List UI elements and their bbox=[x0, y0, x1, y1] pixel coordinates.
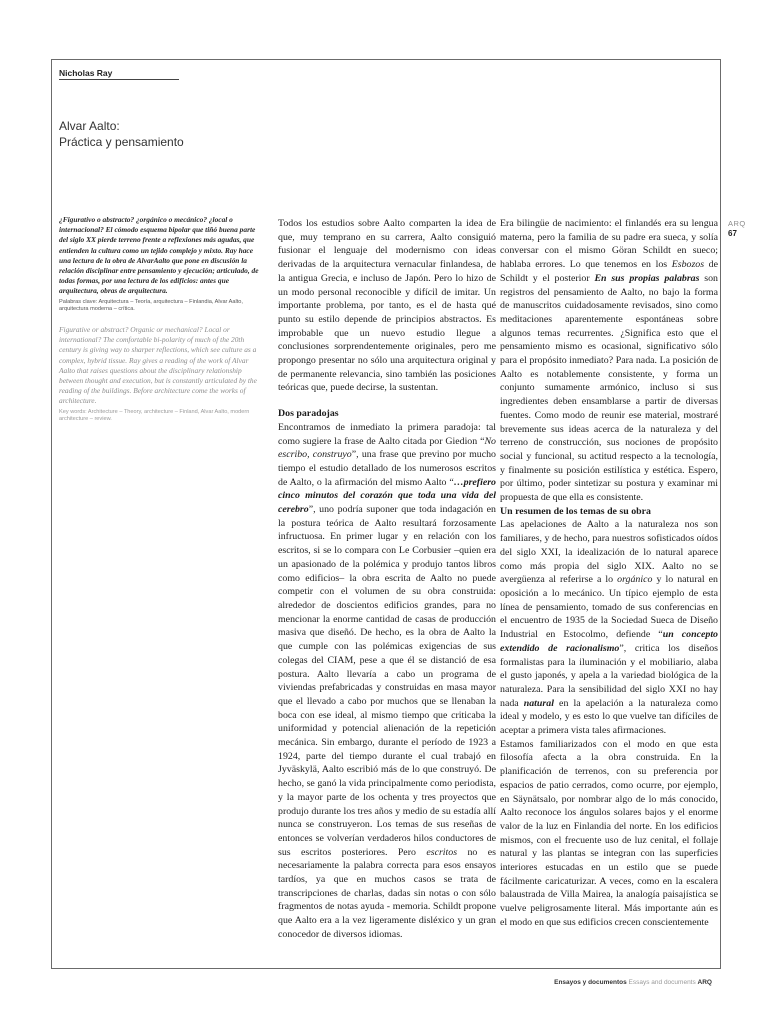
text-run: ”, critica los diseños formalistas para la iluminación y el mobiliario, alaba el gusto japonés, y apela a la variedad biológica de la naturaleza. Para la sensibilidad del siglo XXI no hay nada bbox=[500, 642, 718, 709]
title-line-1: Alvar Aalto: bbox=[59, 119, 120, 133]
paragraph: Todos los estudios sobre Aalto comparten la idea de que, muy temprano en su carrera, Aalto consiguió fusionar el lenguaje del modernismo con ideas derivadas de la arquitectura vernacular finlandesa, de la antigua Grecia, e incluso de Japón. Pero lo hizo de un modo personal reconocible y difícil de imitar. Un importante problema, por tanto, es el de hasta qué punto su estilo depende de principios abstractos. Es improbable que un nuevo estudio llegue a conclusiones sorprendentemente originales, pero me propongo presentar no sólo una arquitectura original y de permanente relevancia, sino también las posiciones teóricas que, puede decirse, la sustentan. bbox=[278, 218, 496, 394]
text-run: ”, una frase que previno por mucho tiempo el estudio detallado de los numerosos escritos de Aalto, o la afirmación del mismo Aalto “ bbox=[278, 449, 496, 488]
page-number: 67 bbox=[728, 229, 737, 238]
quote-italic: …prefiero cinco minutos del corazón que toda una vida del cerebro bbox=[278, 476, 496, 516]
article-title bbox=[59, 118, 184, 150]
quote-italic: No escribo, construyo bbox=[278, 435, 496, 461]
term-italic: escritos bbox=[426, 846, 458, 858]
footer-section-en: Essays and documents bbox=[628, 979, 696, 986]
body-column-1 bbox=[278, 217, 496, 942]
journal-label: ARQ bbox=[728, 219, 746, 228]
body-column-2 bbox=[500, 217, 718, 930]
paragraph bbox=[278, 421, 496, 942]
text-run: ”, uno podría suponer que toda indagación en la postura teórica de Aalto resultará forzosamente infructuosa. En primer lugar y en relación con los escritos, si se lo compara con Le Corbusier –quien era un apasionado de la polémica y produjo tantos libros como edificios– la obra escrita de Aalto no puede competir con el volumen de su obra construida: alrededor de doscientos edificios grandes, para no mencionar la enorme cantidad de casas de producción masiva que diseñó. De hecho, es la obra de Aalto la que cumple con las polémicas exigencias de sus colegas del CIAM, pese a que él se distanció de esa postura. Aalto llevaría a cabo un programa de viviendas prefabricadas y construidas en masa mayor que el llevado a cabo por muchos que se llenaban la boca con ese ideal, al mismo tiempo que criticaba la uniformidad y potencial alienación de la repetición mecánica. Sin embargo, durante el período de 1923 a 1924, parte del tiempo durante el cual trabajó en Jyväskylä, Aalto escribió más de lo que construyó. De hecho, se ganó la vida principalmente como periodista, y la mayor parte de los ochenta y tres proyectos que produjo durante los tres años y medio de su estadía allí nunca se construyeron. Los temas de sus reseñas de entonces se volverían verdaderos hilos conductores de sus escritos posteriores. Pero bbox=[278, 504, 496, 858]
paragraph: Estamos familiarizados con el modo en que esta filosofía afecta a la obra construida. En la planificación de terrenos, con su preferencia por espacios de patio cerrados, como ocurre, por ejemplo, en Säynätsalo, por nombrar algo de lo más conocido, Aalto reconoce los ángulos solares bajos y el enorme valor de la luz en Finlandia del norte. En los edificios mismos, con el frecuente uso de luz cenital, el follaje natural y las plantas se integran con las superficies interiores estucadas en un estilo que se puede fácilmente caricaturizar. A veces, como en la escalera balaustrada de Villa Mairea, la analogía paisajística se vuelve peligrosamente literal. Más importante aún es el modo en que sus edificios crecen conscientemente bbox=[500, 738, 718, 928]
title-line-2: Práctica y pensamiento bbox=[59, 135, 184, 149]
book-title-italic: En sus propias palabras bbox=[594, 272, 700, 284]
term-italic: natural bbox=[523, 697, 554, 709]
abstract-spanish: ¿Figurativo o abstracto? ¿orgánico o mecánico? ¿local o internacional? El cómodo esquema bipolar que tiñó buena parte del siglo XX pierde terreno frente a reflexiones más agudas, que entienden la cultura como un tejido complejo y mixto. Ray hace una lectura de la obra de AlvarAalto que pone en discusión la relación disciplinar entre pensamiento y ejecución; articulado, de todas formas, por una lectura de los edificios: antes que arquitectura, obras de arquitectura. bbox=[59, 215, 259, 296]
term-italic: orgánico bbox=[617, 574, 653, 586]
text-run: Era bilingüe de nacimiento: el finlandés era su lengua materna, pero la familia de su padre era sueca, y solía conversar con el mismo Göran Schildt en sueco; hablaba errores. Lo que tenemos en los bbox=[500, 218, 718, 271]
section-heading: Dos paradojas bbox=[278, 408, 339, 420]
book-title-italic: Esbozos bbox=[671, 259, 705, 271]
text-run: en la apelación a la naturaleza como ideal y modelo, y es esto lo que vuelve tan difíciles de aceptar a primera vista tales afirmaciones. bbox=[500, 697, 718, 737]
section-heading: Un resumen de los temas de su obra bbox=[500, 505, 651, 517]
text-run: son registros del pensamiento de Aalto, no bajo la forma de manuscritos cuidadosamente revisados, sino como meditaciones aparentemente espontáneas sobre algunos temas recurrentes. ¿Significa esto que el pensamiento mismo es ocasional, significativo sólo para el propósito inmediato? Para nada. La posición de Aalto es notablemente consistente, y forma un conjunto sumamente armónico, incluso si sus ingredientes deben ensamblarse a partir de diversas fuentes. Como modo de reunir ese material, mostraré brevemente sus ideas acerca de la naturaleza y del terreno de construcción, sus nociones de propósito social y funcional, su actitud respecto a la tecnología, y finalmente su posición estilística y estética. Espero, por último, poder sintetizar su postura y examinar mi propuesta de que ella es consistente. bbox=[500, 272, 718, 504]
text-run: Encontramos de inmediato la primera paradoja: tal como sugiere la frase de Aalto citada por Giedion “ bbox=[278, 421, 496, 447]
author-name: Nicholas Ray bbox=[59, 68, 179, 80]
footer-journal-mark: ARQ bbox=[697, 979, 712, 986]
abstract-english: Figurative or abstract? Organic or mechanical? Local or international? The comfortable bi-polarity of much of the 20th century is giving way to sharper reflections, which see culture as a complex, hybrid tissue. Ray gives a reading of the work of Alvar Aalto that raises questions about the disciplinary relationship between thought and execution, but is constantly articulated by the reading of the buildings. Before architecture come the works of architecture. bbox=[59, 325, 257, 406]
text-run: Las apelaciones de Aalto a la naturaleza nos son familiares, y de hecho, para nuestros sofisticados oídos del siglo XXI, la idealización de lo natural aparece como más propia del siglo XIX. Aalto no se avergüenza al referirse a lo bbox=[500, 519, 718, 586]
footer-section-es: Ensayos y documentos bbox=[554, 979, 627, 986]
paragraph bbox=[500, 518, 718, 737]
quote-italic: un concepto extendido de racionalismo bbox=[500, 629, 718, 654]
paragraph bbox=[500, 217, 718, 505]
abstract-block bbox=[59, 215, 263, 423]
keywords-english: Key words: Architecture – Theory, architecture – Finland, Alvar Aalto, modern architecture – review. bbox=[59, 408, 250, 422]
text-run: no es necesariamente la palabra correcta para esos ensayos tardíos, ya que en muchos casos se trata de transcripciones de charlas, dadas sin notas o con sólo fragmentos de notas ayuda - memoria. Schildt propone que Aalto era a la vez ligeramente disléxico y un gran conocedor de diversos idiomas. bbox=[278, 846, 497, 940]
text-run: de Schildt y el posterior bbox=[500, 259, 718, 284]
footer-running-head bbox=[554, 979, 712, 986]
keywords-spanish: Palabras clave: Arquitectura – Teoría, arquitectura – Finlandia, Alvar Aalto, arquitectura moderna – crítica. bbox=[59, 298, 243, 312]
text-run: y lo natural en oposición a lo mecánico. Un típico ejemplo de esta línea de pensamiento, tomado de sus conferencias en el encuentro de 1935 de la Sociedad Sueca de Diseño Industrial en Estocolmo, defiende “ bbox=[500, 574, 718, 641]
